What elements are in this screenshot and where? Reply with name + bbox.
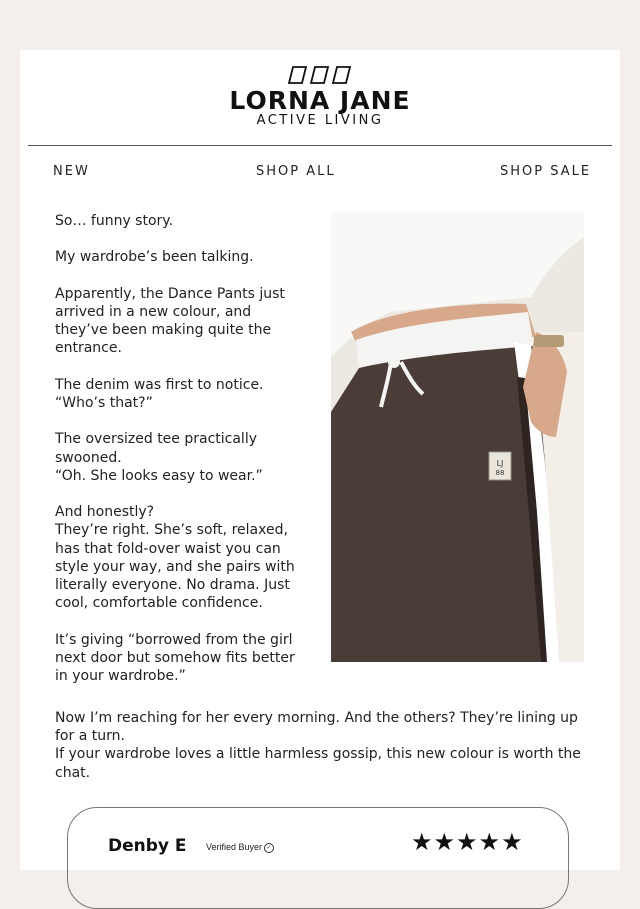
brand-logo-icon [285, 66, 355, 84]
story-paragraph: The denim was first to notice. [55, 376, 264, 393]
patch-text: 88 [495, 469, 505, 477]
reviewer-name: Denby E [108, 836, 187, 856]
story-paragraph: It’s giving “borrowed from the girl next door but somehow fits better in your wardrobe.” [55, 631, 295, 684]
dance-pants-illustration [331, 212, 584, 662]
product-photo[interactable] [331, 212, 584, 662]
header-divider [28, 145, 612, 146]
brand-header[interactable] [20, 66, 620, 128]
story-text [55, 212, 305, 703]
story-paragraph: So… funny story. [55, 213, 174, 229]
nav-shop-sale-link[interactable]: SHOP SALE [500, 164, 592, 179]
story-outro [55, 709, 595, 782]
story-paragraph: Apparently, the Dance Pants just arrived in a new colour, and they’ve been making quite the entrance. [55, 285, 285, 357]
verified-badge [206, 842, 274, 853]
star-rating: ★★★★★ [411, 829, 524, 856]
patch-text: LJ [496, 459, 504, 468]
brand-name: LORNA JANE [229, 86, 411, 115]
story-paragraph: And honestly? [55, 504, 155, 521]
email-card [20, 50, 620, 870]
brand-tagline: ACTIVE LIVING [256, 113, 384, 128]
story-paragraph: “Who’s that?” [55, 394, 153, 411]
outro-paragraph: Now I’m reaching for her every morning. And the others? They’re lining up for a turn. [55, 710, 578, 745]
story-paragraph: They’re right. She’s soft, relaxed, has that fold-over waist you can style your way, and she pairs with literally everyone. No drama. Just cool, comfortable confidence. [55, 522, 295, 612]
story-paragraph: “Oh. She looks easy to wear.” [55, 467, 263, 484]
outro-paragraph: If your wardrobe loves a little harmless gossip, this new colour is worth the chat. [55, 746, 581, 781]
story-paragraph: My wardrobe’s been talking. [55, 249, 254, 266]
story-paragraph: The oversized tee practically swooned. [55, 431, 257, 466]
verified-label: Verified Buyer [206, 842, 263, 852]
nav-shop-all-link[interactable]: SHOP ALL [256, 164, 336, 179]
nav-new-link[interactable]: NEW [53, 164, 90, 179]
check-circle-icon: ✓ [264, 843, 274, 853]
review-card [67, 807, 569, 909]
